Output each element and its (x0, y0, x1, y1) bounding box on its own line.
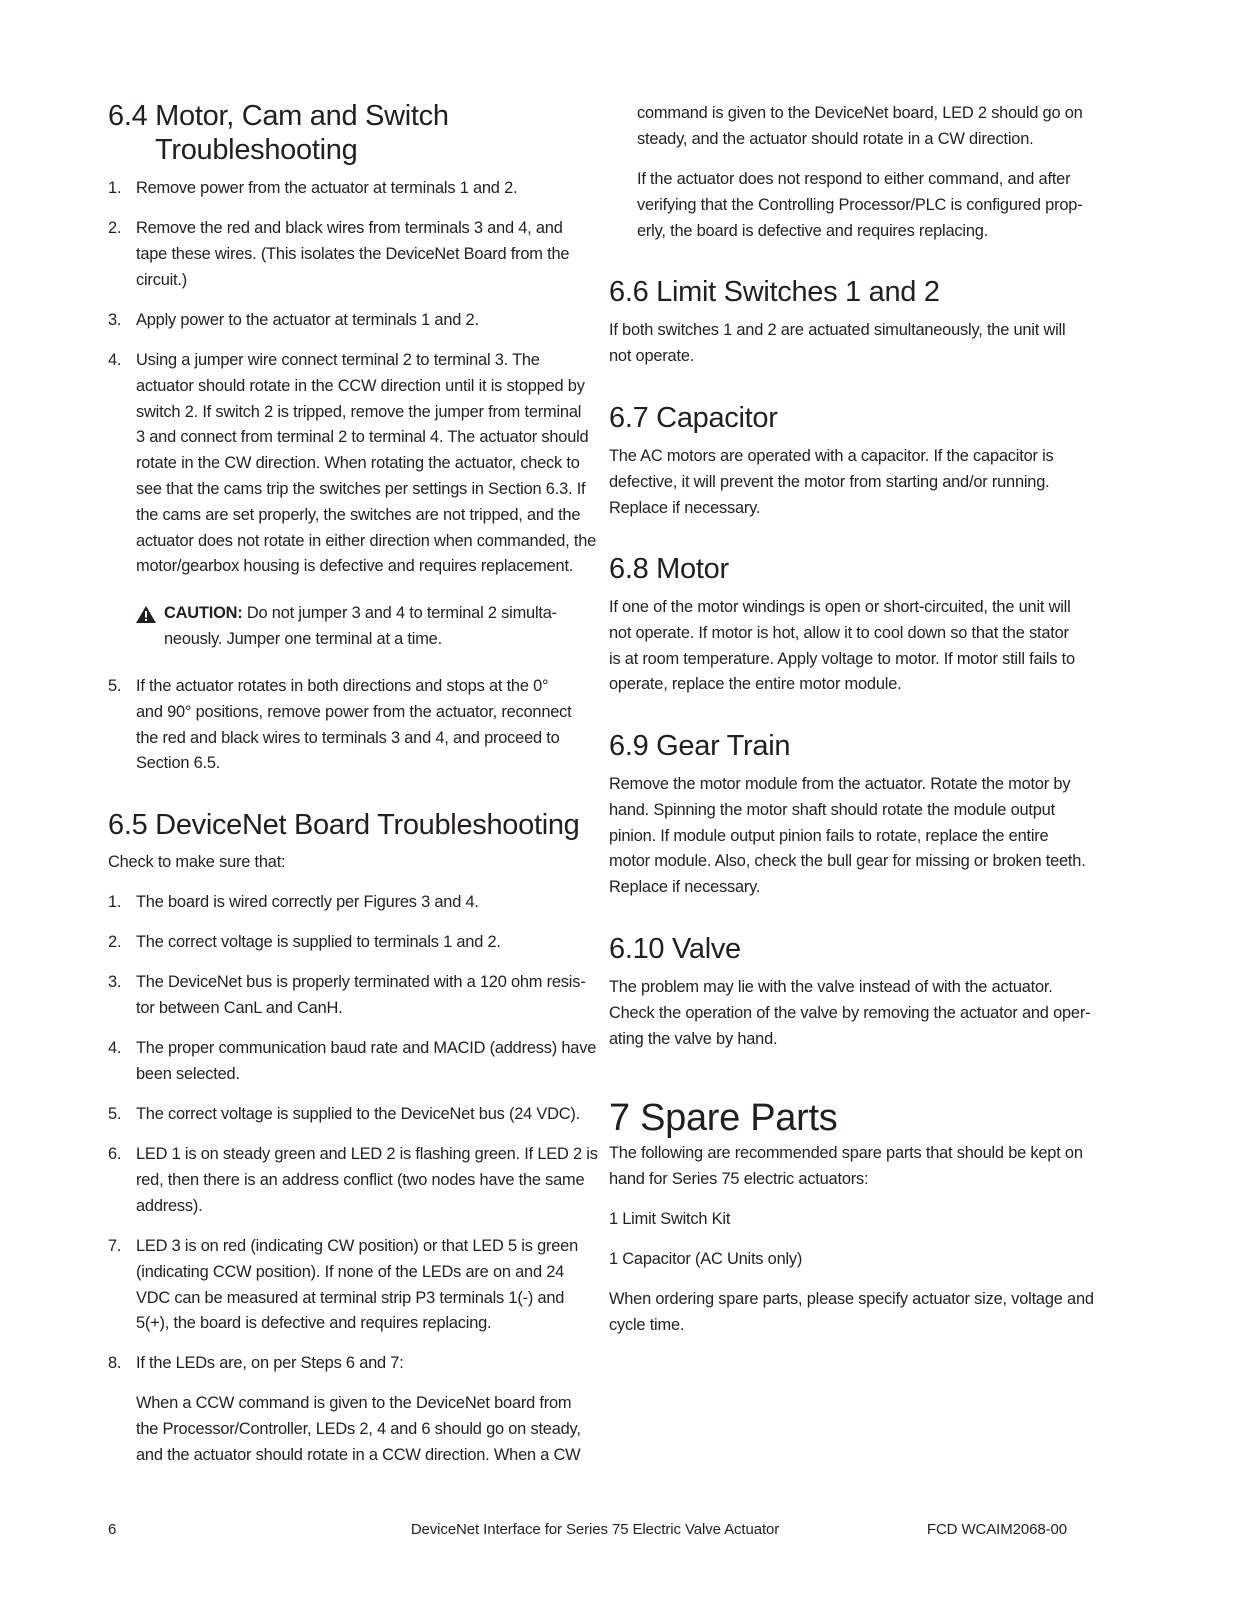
caution-label: CAUTION: (164, 604, 243, 622)
section-7-intro: The following are recommended spare parts that should be kept on hand for Series 75 electric actuators: (609, 1144, 1083, 1188)
footer-page-number: 6 (108, 1521, 117, 1538)
section-6-7-body: The AC motors are operated with a capacitor. If the capacitor is defective, it will prevent the motor from starting and/or running. Replace if necessary. (609, 447, 1054, 517)
section-7-ordering-note: When ordering spare parts, please specify actuator size, voltage and cycle time. (609, 1290, 1094, 1334)
step-8-second-paragraph: If the actuator does not respond to either command, and after verifying that the Controlling Processor/PLC is configured prop- erly, the board is defective and requires replacing. (637, 170, 1083, 240)
step-8-paragraph-continued: command is given to the DeviceNet board, LED 2 should go on steady, and the actuator should rotate in a CW direction. (637, 104, 1083, 148)
footer-doc-code: FCD WCAIM2068-00 (926, 1521, 1067, 1538)
section-6-7-title: 6.7 Capacitor (609, 402, 778, 434)
section-6-6-body: If both switches 1 and 2 are actuated simultaneously, the unit will not operate. (609, 321, 1066, 365)
spare-part-item: 1 Capacitor (AC Units only) (609, 1250, 803, 1268)
section-6-10-title: 6.10 Valve (609, 933, 741, 965)
section-6-9-title: 6.9 Gear Train (609, 730, 791, 762)
section-7-title: 7 Spare Parts (609, 1097, 838, 1139)
section-6-5-intro: Check to make sure that: (108, 853, 286, 871)
section-6-10-body: The problem may lie with the valve instead of with the actuator. Check the operation of the valve by removing the actuator and oper- ating the valve by hand. (609, 978, 1091, 1048)
section-6-5-title: 6.5 DeviceNet Board Troubleshooting (108, 809, 580, 841)
footer-doc-title: DeviceNet Interface for Series 75 Electric Valve Actuator (410, 1521, 780, 1538)
step-8-paragraph: When a CCW command is given to the DeviceNet board from the Processor/Controller, LEDs 2, 4 and 6 should go on steady, and the actuator should rotate in a CCW direction. When a CW (136, 1394, 581, 1464)
section-6-8-body: If one of the motor windings is open or short-circuited, the unit will not operate. If motor is hot, allow it to cool down so that the stator is at room temperature. Apply voltage to motor. If motor still fails to operate, replace the entire motor module. (609, 598, 1075, 694)
section-6-8-title: 6.8 Motor (609, 553, 729, 585)
spare-part-item: 1 Limit Switch Kit (609, 1210, 731, 1228)
section-6-9-body: Remove the motor module from the actuator. Rotate the motor by hand. Spinning the motor shaft should rotate the module output pinion. If module output pinion fails to rotate, replace the entire motor module. Also, check the bull gear for missing or broken teeth. Replace if necessary. (609, 775, 1086, 897)
warning-triangle-icon (136, 606, 156, 623)
section-6-6-title: 6.6 Limit Switches 1 and 2 (609, 276, 940, 308)
section-6-4-title: 6.4 Motor, Cam and Switch Troubleshooting (108, 100, 449, 166)
